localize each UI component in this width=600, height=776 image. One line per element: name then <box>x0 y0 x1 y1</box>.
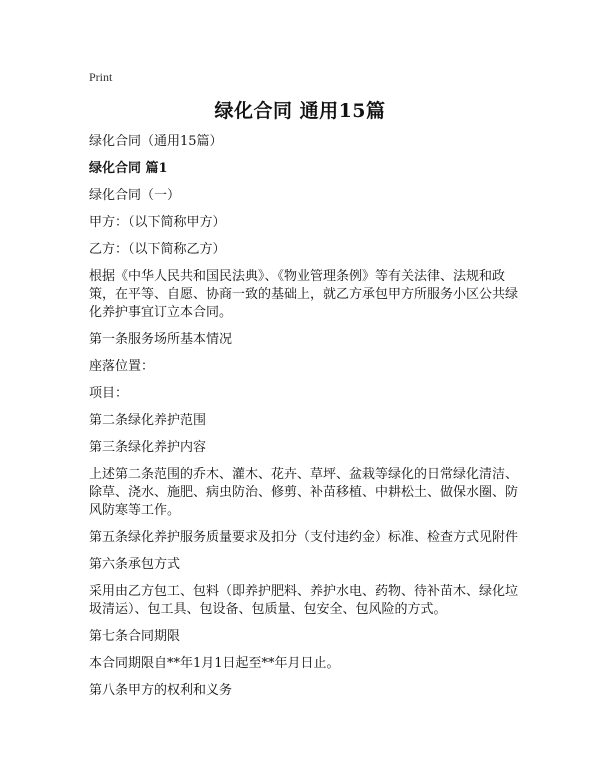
body-paragraph: 根据《中华人民共和国民法典》、《物业管理条例》等有关法律、法规和政策，在平等、自愿、协商一致的基础上，就乙方承包甲方所服务小区公共绿化养护事宜订立本合同。 <box>89 269 519 320</box>
body-paragraph: 乙方：（以下简称乙方） <box>89 242 226 257</box>
section-heading: 绿化合同 篇1 <box>89 161 168 176</box>
body-paragraph: 第八条甲方的权利和义务 <box>89 683 233 698</box>
body-paragraph: 上述第二条范围的乔木、灌木、花卉、草坪、盆栽等绿化的日常绿化清洁、除草、浇水、施肥、病虫防治、修剪、补苗移植、中耕松土、做保水圈、防风防寒等工作。 <box>89 467 519 518</box>
body-paragraph: 第六条承包方式 <box>89 557 181 572</box>
body-paragraph: 本合同期限自**年1月1日起至**年月日止。 <box>89 656 340 671</box>
print-label: Print <box>89 70 113 84</box>
body-paragraph: 座落位置： <box>89 359 155 374</box>
body-paragraph: 第五条绿化养护服务质量要求及扣分（支付违约金）标准、检查方式见附件 <box>89 530 519 545</box>
body-paragraph: 第二条绿化养护范围 <box>89 413 207 428</box>
body-paragraph: 绿化合同（一） <box>89 188 181 203</box>
document-title: 绿化合同 通用15篇 <box>214 100 386 122</box>
body-paragraph: 绿化合同（通用15篇） <box>89 134 223 149</box>
body-paragraph: 第七条合同期限 <box>89 629 181 644</box>
document-body <box>89 133 521 709</box>
body-paragraph: 采用由乙方包工、包料（即养护肥料、养护水电、药物、待补苗木、绿化垃圾清运）、包工具、包设备、包质量、包安全、包风险的方式。 <box>89 584 519 617</box>
body-paragraph: 项目： <box>89 386 129 401</box>
body-paragraph: 甲方：（以下简称甲方） <box>89 215 226 230</box>
body-paragraph: 第三条绿化养护内容 <box>89 440 207 455</box>
body-paragraph: 第一条服务场所基本情况 <box>89 332 233 347</box>
